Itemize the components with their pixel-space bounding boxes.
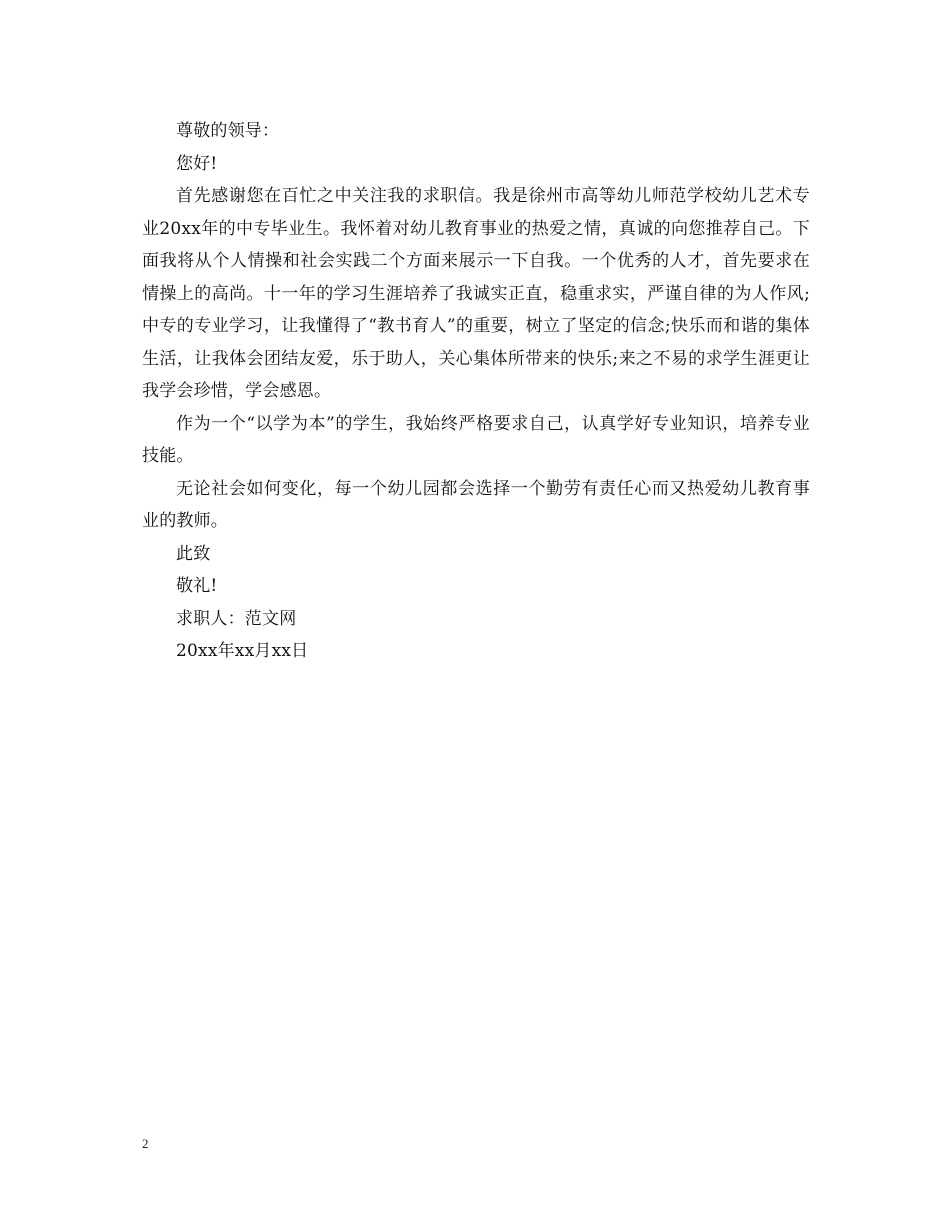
closing-line: 此致 <box>176 543 211 564</box>
body-paragraph-conclusion: 无论社会如何变化，每一个幼儿园都会选择一个勤劳有责任心而又热爱幼儿教育事业的教师。 <box>142 478 810 531</box>
page-number: 2 <box>142 1136 149 1151</box>
salutation: 尊敬的领导： <box>176 121 280 141</box>
letter-date: 20xx年xx月xx日 <box>176 641 309 661</box>
letter-body <box>142 115 810 668</box>
body-paragraph-intro: 首先感谢您在百忙之中关注我的求职信。我是徐州市高等幼儿师范学校幼儿艺术专业20xx年的中专毕业生。我怀着对幼儿教育事业的热爱之情，真诚的向您推荐自己。下面我将从个人情操和社会实践二个方面来展示一下自我。一个优秀的人才，首先要求在情操上的高尚。十一年的学习生涯培养了我诚实正直，稳重求实，严谨自律的为人作风;中专的专业学习，让我懂得了“教书育人”的重要，树立了坚定的信念;快乐而和谐的集体生活，让我体会团结友爱，乐于助人，关心集体所带来的快乐;来之不易的求学生涯更让我学会珍惜，学会感恩。 <box>142 186 810 401</box>
closing-salute: 敬礼! <box>176 576 218 596</box>
body-paragraph-study: 作为一个“以学为本”的学生，我始终严格要求自己，认真学好专业知识，培养专业技能。 <box>142 413 810 466</box>
signature: 求职人：范文网 <box>176 608 297 629</box>
greeting: 您好! <box>176 153 218 174</box>
